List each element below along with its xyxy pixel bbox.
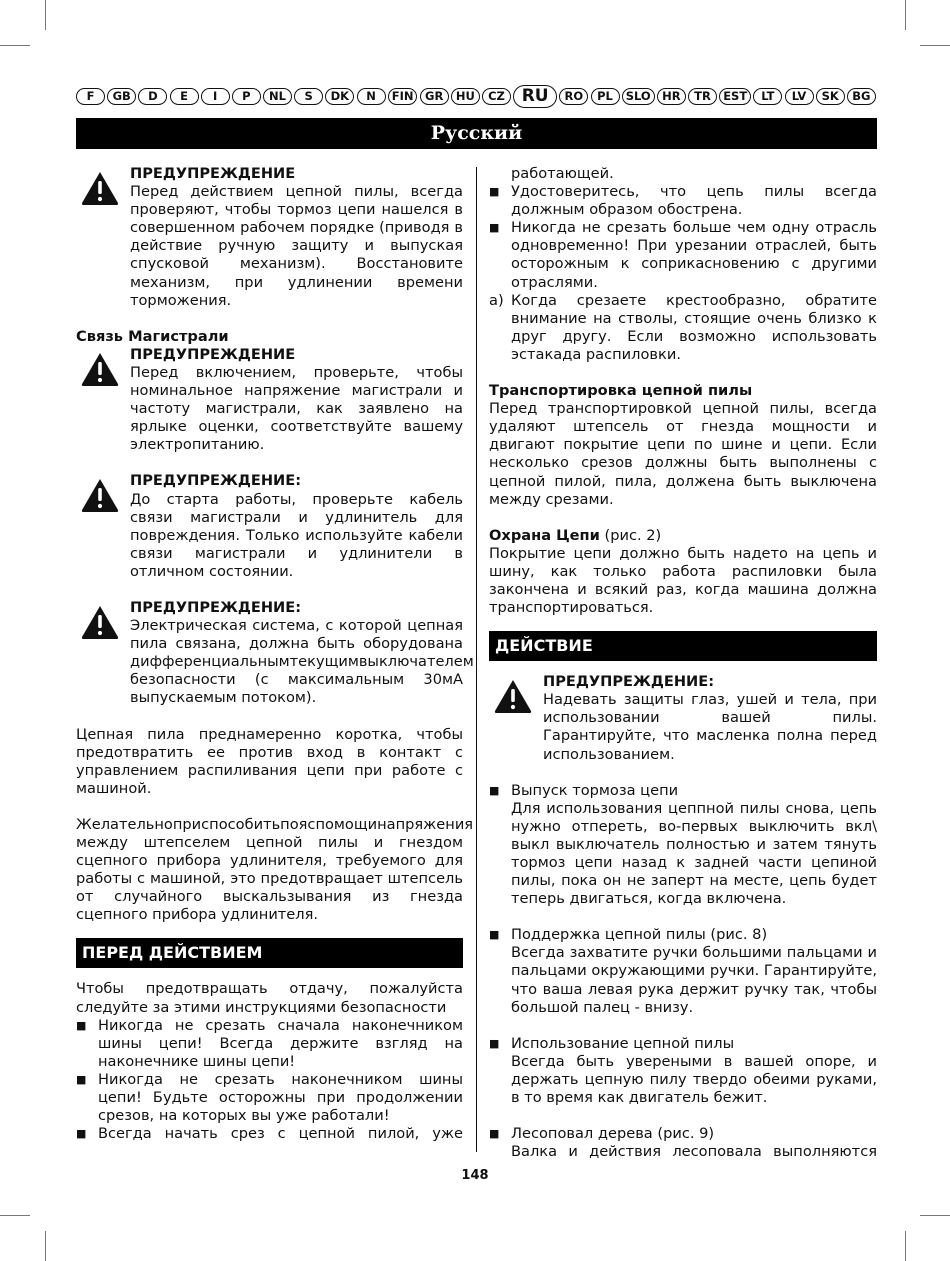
list-item: [76, 1125, 463, 1143]
warning-heading: ПРЕДУПРЕЖДЕНИЕ: [130, 345, 296, 363]
lang-tab-cz[interactable]: CZ: [482, 88, 511, 105]
lang-tab-n[interactable]: N: [357, 88, 386, 105]
crop-mark: [920, 45, 950, 46]
page-title: Русский: [76, 118, 877, 149]
lang-tab-s[interactable]: S: [294, 88, 323, 105]
crop-mark: [905, 0, 906, 30]
list-item-text: Валка и действия лесоповала выполняются: [511, 1143, 877, 1161]
lang-tab-ru-active[interactable]: RU: [513, 85, 557, 108]
crop-mark: [45, 0, 46, 30]
list-item: [489, 1035, 877, 1107]
list-item-text: Никогда не срезать сначала наконечником шины цепи! Всегда держите взгляд на наконечнике шины цепи!: [98, 1016, 463, 1070]
lang-tab-e[interactable]: E: [170, 88, 199, 105]
list-item: [489, 782, 877, 909]
lang-tab-lv[interactable]: LV: [785, 88, 814, 105]
lang-tab-slo[interactable]: SLO: [622, 88, 655, 105]
square-bullet-icon: ■: [76, 1127, 87, 1141]
list-item: [489, 926, 877, 1016]
column-divider: [476, 167, 477, 1152]
warning-block: [76, 472, 463, 581]
list-item-text: Никогда не срезать наконечником шины цепи! Будьте осторожны при продолжении срезов, на которых вы уже работали!: [98, 1070, 463, 1125]
list-item-title: Лесоповал дерева (рис. 9): [511, 1125, 715, 1143]
paragraph-intro: Чтобы предотвращать отдачу, пожалуйста следуйте за этими инструкциями безопасности: [76, 980, 463, 1016]
warning-text: До старта работы, проверьте кабель связи магистрали и удлинитель для повреждения. Только используйте кабели связи магистрали и удлинители в отличном состоянии.: [130, 490, 463, 580]
warning-triangle-icon: [76, 346, 130, 455]
warning-heading: ПРЕДУПРЕЖДЕНИЕ:: [130, 472, 302, 490]
list-item: [489, 219, 877, 291]
square-bullet-icon: ■: [489, 185, 500, 199]
crop-mark: [920, 1215, 950, 1216]
right-column: [489, 165, 877, 1161]
chain-guard-title: Охрана Цепи: [489, 526, 600, 544]
list-item-title: Поддержка цепной пилы (рис. 8): [511, 926, 768, 944]
lang-tab-dk[interactable]: DK: [325, 88, 354, 105]
warning-heading: ПРЕДУПРЕЖДЕНИЕ:: [543, 673, 715, 691]
list-item-text: Когда срезаете крестообразно, обратите внимание на стволы, стоящие очень близко к друг другу. Если возможно использовать эстакада распиловки.: [511, 291, 877, 363]
section-heading-chain-guard: [489, 527, 877, 545]
warning-text: Надевать защиты глаз, ушей и тела, при использовании вашей пилы. Гарантируйте, что масленка полна перед использованием.: [543, 691, 877, 763]
list-item-text: Всегда начать срез с цепной пилой, уже: [98, 1125, 463, 1143]
warning-block: [76, 598, 474, 708]
lang-tab-pl[interactable]: PL: [591, 88, 620, 105]
paragraph: Желательноприспособитьпояспомощинапряжения между штепселем цепной пилы и гнездом сцепного прибора удлинителя, требуемого для работы с машиной, это предотвращает штепсель от случайного выскальзывания из гнезда сцепного прибора удлинителя.: [76, 815, 474, 924]
lang-tab-hr[interactable]: HR: [657, 88, 686, 105]
lang-tab-i[interactable]: I: [201, 88, 230, 105]
square-bullet-icon: ■: [76, 1018, 87, 1032]
section-bar-operation: ДЕЙСТВИЕ: [489, 631, 877, 661]
section-heading-mains: Связь Магистрали: [76, 327, 229, 345]
warning-triangle-icon: [76, 599, 130, 708]
square-bullet-icon: ■: [76, 1072, 87, 1086]
lang-tab-hu[interactable]: HU: [451, 88, 480, 105]
square-bullet-icon: ■: [489, 221, 500, 235]
lang-tab-est[interactable]: EST: [719, 88, 751, 105]
list-item: [76, 1017, 463, 1071]
warning-block: [76, 165, 463, 310]
lang-tab-sk[interactable]: SK: [816, 88, 845, 105]
list-item-text: Никогда не срезать больше чем одну отрасль одновременно! При урезании отраслей, быть осторожным к соприкасновению с другими отраслями.: [511, 219, 877, 291]
list-item: [76, 1071, 463, 1125]
left-column: [76, 165, 474, 1143]
square-bullet-icon: ■: [489, 1127, 500, 1141]
square-bullet-icon: ■: [489, 1036, 500, 1050]
lang-tab-d[interactable]: D: [138, 88, 167, 105]
lang-tab-fin[interactable]: FIN: [388, 88, 418, 105]
page-number: 148: [461, 1168, 489, 1183]
crop-mark: [0, 1215, 30, 1216]
lang-tab-nl[interactable]: NL: [263, 88, 292, 105]
list-item: [489, 292, 877, 364]
lang-tab-gb[interactable]: GB: [107, 88, 136, 105]
lang-tab-lt[interactable]: LT: [753, 88, 782, 105]
list-marker: a): [489, 291, 504, 309]
square-bullet-icon: ■: [489, 928, 500, 942]
list-item-text: Для использования цеппной пилы снова, цепь нужно отпереть, во-первых выключить вкл\ выкл выключатель полностью и затем тянуть тормоз цепи назад к задней части цепиной пилы, пока он не заперт на месте, цепь будет теперь двигаться, когда включена.: [511, 799, 877, 908]
list-item-title: Использование цепной пилы: [511, 1034, 735, 1052]
crop-mark: [0, 45, 30, 46]
list-item-text: Всегда захватите ручки большими пальцами и пальцами окружающими ручки. Гарантируйте, что ваша левая рука держит ручку так, чтобы большой палец - внизу.: [511, 944, 877, 1016]
paragraph: Цепная пила преднамеренно коротка, чтобы предотвратить ее против вход в контакт с управлением распиливания цепи при работе с машиной.: [76, 725, 463, 797]
warning-block: [489, 673, 877, 763]
lang-tab-gr[interactable]: GR: [420, 88, 449, 105]
warning-block: [76, 346, 463, 455]
list-item: [489, 183, 877, 219]
lang-tab-bg[interactable]: BG: [847, 88, 876, 105]
warning-triangle-icon: [76, 165, 130, 310]
section-heading-transport: Транспортировка цепной пилы: [489, 382, 753, 400]
list-item-title: Выпуск тормоза цепи: [511, 781, 679, 799]
lang-tab-f[interactable]: F: [76, 88, 105, 105]
lang-tab-p[interactable]: P: [232, 88, 261, 105]
paragraph: Покрытие цепи должно быть надето на цепь и шину, как только работа распиловки была закончена и всякий раз, когда машина должна транспортироваться.: [489, 544, 877, 617]
chain-guard-figure-ref: (рис. 2): [599, 526, 662, 544]
paragraph: Перед транспортировкой цепной пилы, всегда удаляют штепсель от гнезда мощности и двигают покрытие цепи по шине и цепи. Если несколько срезов должны быть выполнены с цепной пилой, пила, должена быть выключена между срезами.: [489, 400, 877, 508]
warning-text: Электрическая система, с которой цепная пила связана, должна быть оборудована дифференциальнымтекущимвыключателем безопасности (с максимальным 30мА выпускаемым потоком).: [130, 617, 474, 707]
language-selector: [76, 86, 876, 106]
warning-heading: ПРЕДУПРЕЖДЕНИЕ:: [130, 598, 302, 616]
crop-mark: [905, 1231, 906, 1261]
list-item-text: Всегда быть увереными в вашей опоре, и держать цепную пилу твердо обеими руками, в то время как двигатель бежит.: [511, 1052, 877, 1107]
section-bar-before-operation: ПЕРЕД ДЕЙСТВИЕМ: [76, 938, 463, 968]
warning-triangle-icon: [489, 673, 543, 763]
list-item-text: Удостоверитесь, что цепь пилы всегда должным образом обострена.: [511, 183, 877, 219]
lang-tab-tr[interactable]: TR: [688, 88, 717, 105]
warning-heading: ПРЕДУПРЕЖДЕНИЕ: [130, 165, 296, 182]
warning-triangle-icon: [76, 472, 130, 581]
warning-text: Перед действием цепной пилы, всегда проверяют, чтобы тормоз цепи нашелся в совершенном рабочем порядке (приводя в действие ручную защиту и выпуская спусковой механизм). Восстановите механизм, при удлинении времени торможения.: [130, 183, 463, 309]
lang-tab-ro[interactable]: RO: [559, 88, 588, 105]
list-item: [489, 1125, 877, 1161]
square-bullet-icon: ■: [489, 783, 500, 797]
warning-text: Перед включением, проверьте, чтобы номинальное напряжение магистрали и частоту магистрали, как заявлено на ярлыке оценки, соответствуйте вашему электропитанию.: [130, 363, 463, 454]
continuation-text: работающей.: [511, 165, 614, 182]
crop-mark: [45, 1231, 46, 1261]
